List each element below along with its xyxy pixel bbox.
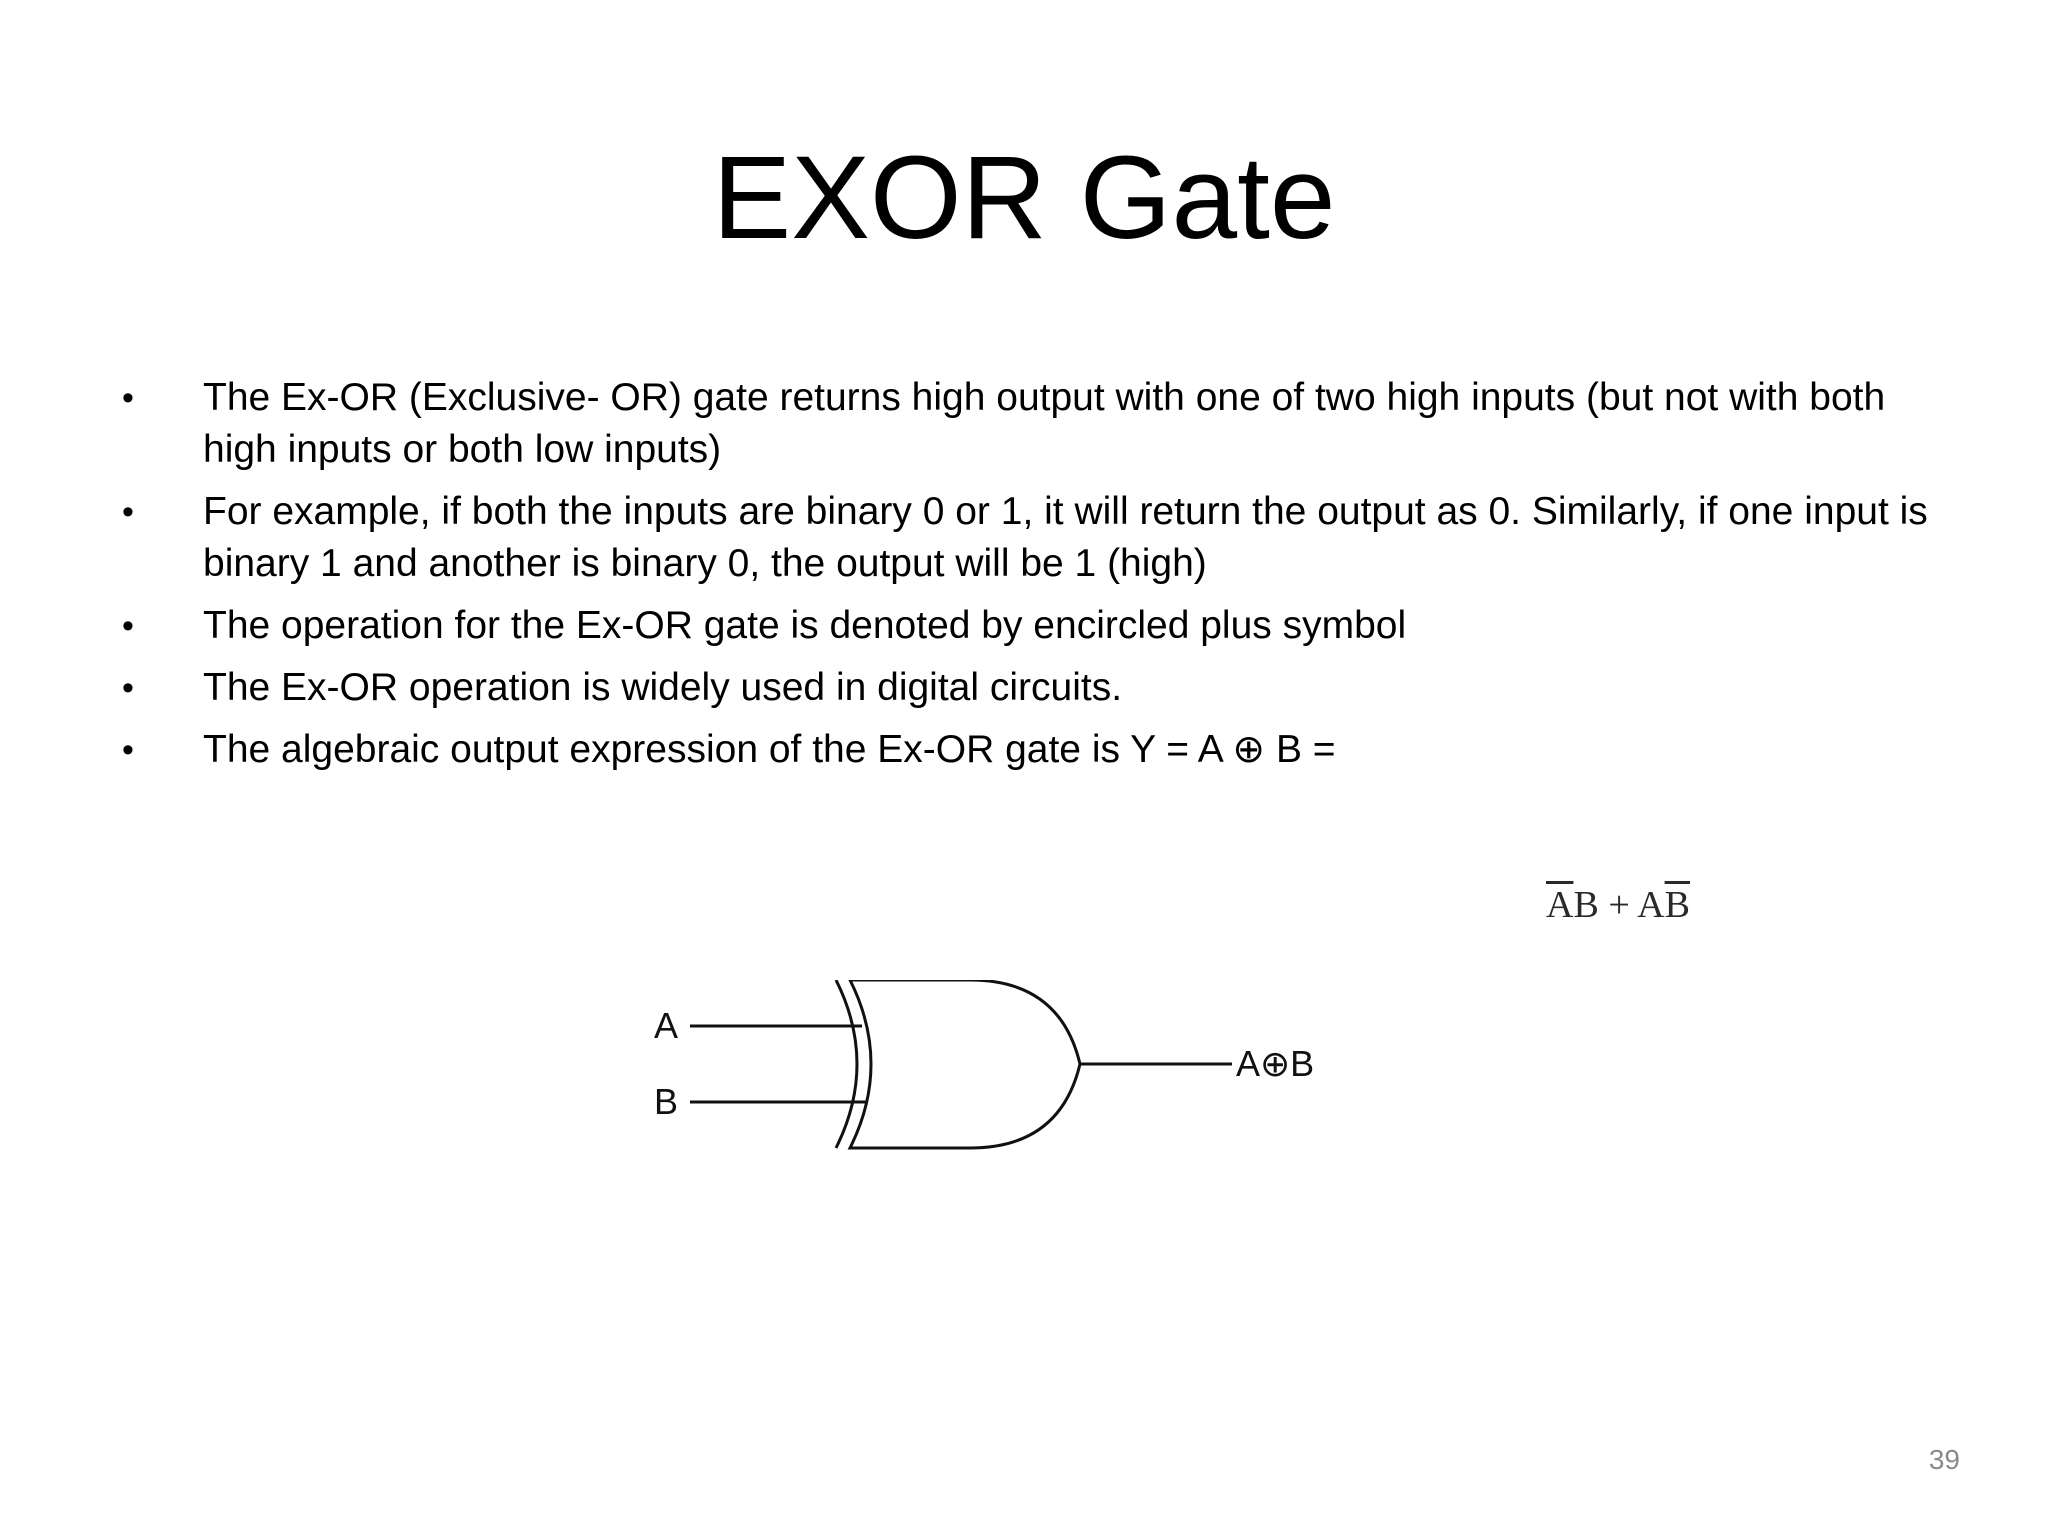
bullet-marker: •: [122, 731, 134, 769]
bullet-item: [118, 600, 1968, 652]
bullet-text: The Ex-OR (Exclusive- OR) gate returns high output with one of two high inputs (but not with both high inputs or both low inputs): [203, 376, 1886, 471]
bullet-item: [118, 486, 1968, 590]
output-label: A⊕B: [1236, 1043, 1315, 1084]
input-b-label: B: [654, 1081, 679, 1122]
negated-term-a: $\overline{A}$: [1546, 884, 1574, 926]
input-a-label: A: [654, 1005, 679, 1046]
term-b: B: [1573, 884, 1599, 926]
slide-title: EXOR Gate: [712, 132, 1336, 264]
bullet-marker: •: [122, 493, 134, 531]
bullet-text: The Ex-OR operation is widely used in digital circuits.: [203, 666, 1123, 709]
bullet-text: The operation for the Ex-OR gate is denoted by encircled plus symbol: [203, 604, 1407, 647]
bullet-item: [118, 662, 1968, 714]
bullet-list: [118, 372, 1968, 786]
xor-input-curve: [836, 980, 857, 1148]
xor-gate-icon: [640, 980, 1360, 1190]
boolean-expression: [1546, 880, 1690, 930]
page-number: 39: [1928, 1444, 1960, 1475]
term-a: A: [1637, 884, 1665, 926]
bullet-item: [118, 372, 1968, 476]
plus-operator: +: [1598, 884, 1638, 926]
negated-term-b: $\overline{B}$: [1664, 884, 1690, 926]
or-gate-body: [850, 980, 1080, 1148]
bullet-text: For example, if both the inputs are binary 0 or 1, it will return the output as 0. Similarly, if one input is binary 1 and another is binary 0, the output will be 1 (high): [203, 490, 1928, 585]
bullet-item: [118, 724, 1968, 776]
bullet-marker: •: [122, 379, 134, 417]
bullet-marker: •: [122, 669, 134, 707]
bullet-text: The algebraic output expression of the Ex-OR gate is Y = A ⊕ B =: [203, 728, 1336, 771]
bullet-marker: •: [122, 607, 134, 645]
